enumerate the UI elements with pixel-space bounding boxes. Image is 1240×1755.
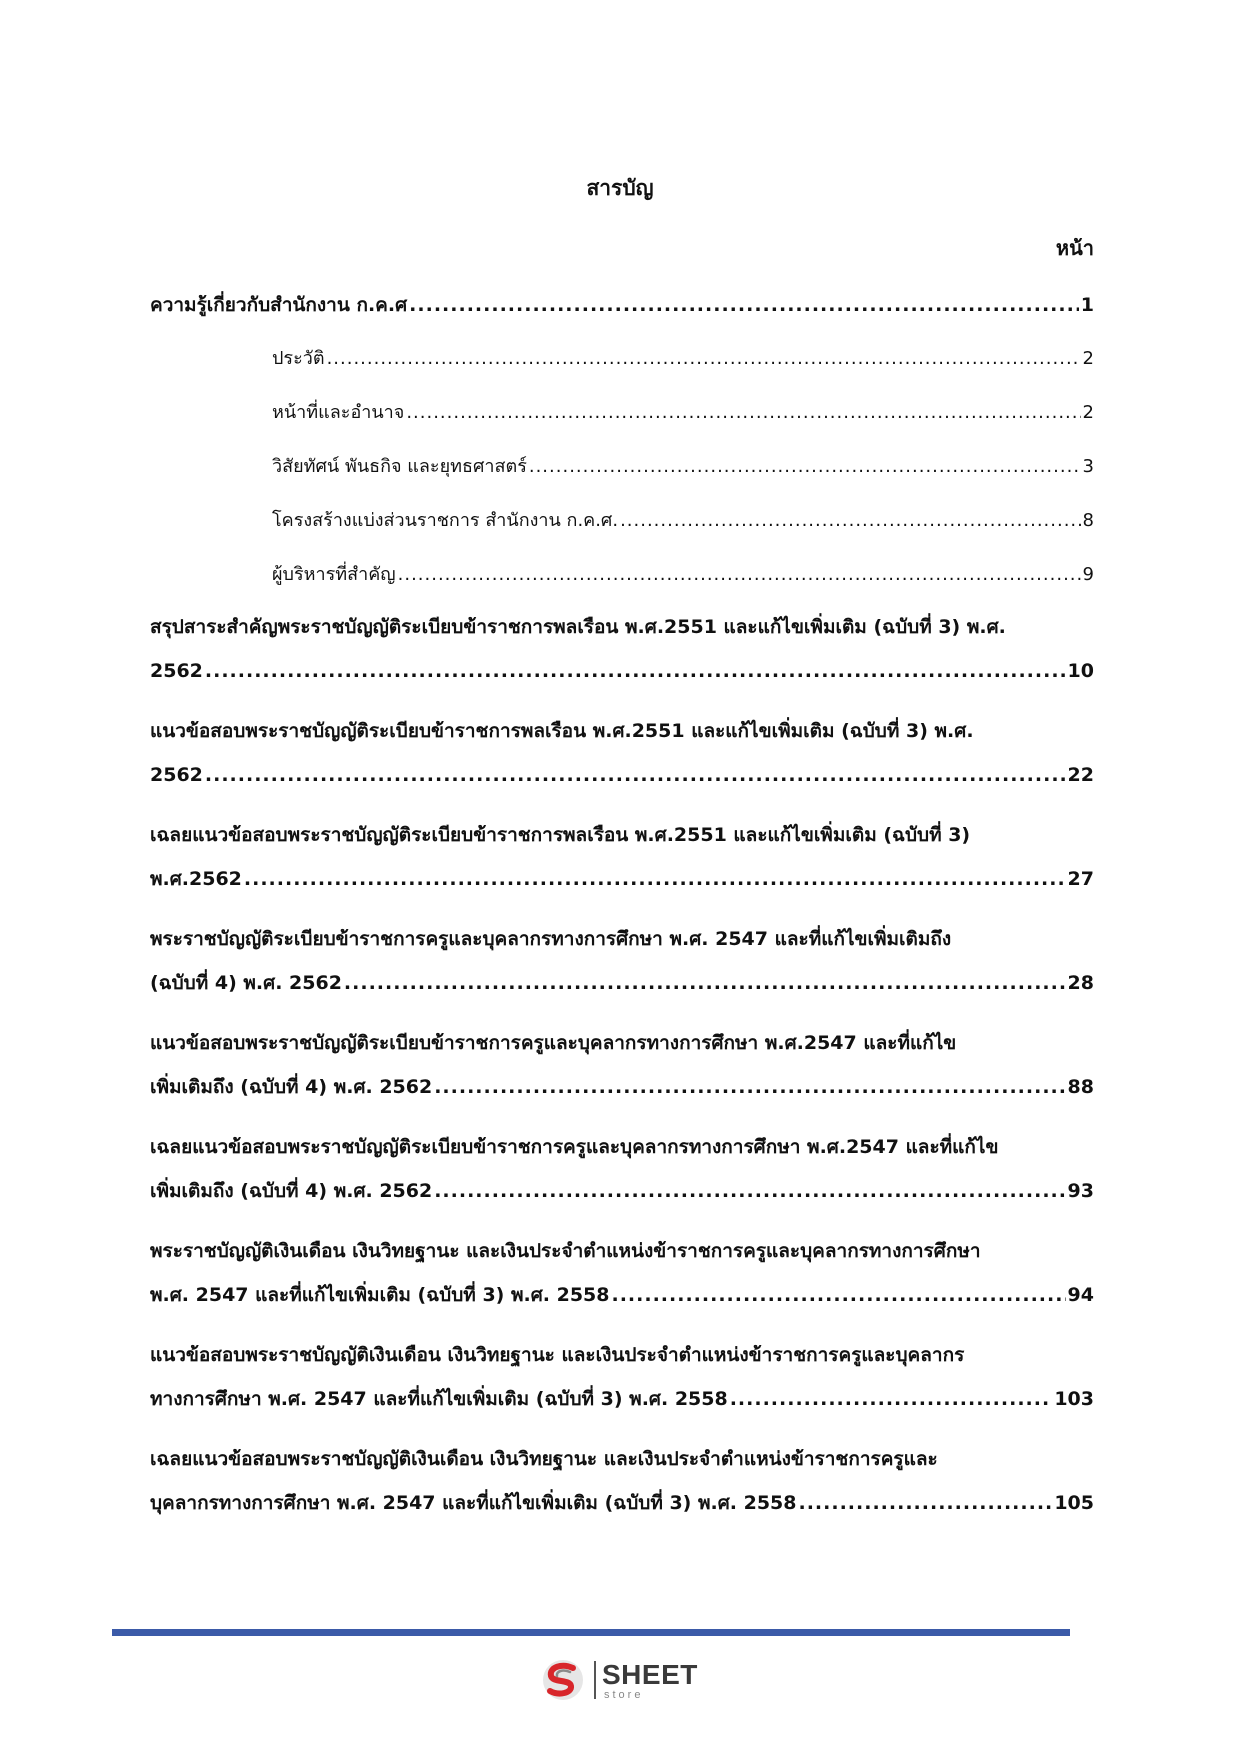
toc-entry-text: บุคลากรทางการศึกษา พ.ศ. 2547 และที่แก้ไขเพิ่มเติม (ฉบับที่ 3) พ.ศ. 2558	[150, 1492, 797, 1514]
toc-page-number: 8	[1082, 510, 1094, 531]
toc-entry-text: พ.ศ. 2547 และที่แก้ไขเพิ่มเติม (ฉบับที่ 3) พ.ศ. 2558	[150, 1284, 610, 1306]
toc-entry-text: พ.ศ.2562	[150, 868, 242, 890]
toc-entry[interactable]	[150, 1132, 1094, 1206]
toc-page-number: 9	[1082, 564, 1094, 585]
leader-dots	[344, 968, 1066, 998]
toc-entry[interactable]	[150, 506, 1094, 536]
leader-dots	[611, 1280, 1065, 1310]
toc-entry[interactable]	[150, 452, 1094, 482]
toc-entry-line1: พระราชบัญญัติระเบียบข้าราชการครูและบุคลากรทางการศึกษา พ.ศ. 2547 และที่แก้ไขเพิ่มเติมถึง	[150, 928, 952, 950]
leader-dots	[409, 290, 1079, 320]
toc-entry[interactable]	[150, 1236, 1094, 1310]
toc-entry-text: 2562	[150, 764, 203, 786]
leader-dots	[529, 452, 1081, 482]
toc-entry-text: ทางการศึกษา พ.ศ. 2547 และที่แก้ไขเพิ่มเติม (ฉบับที่ 3) พ.ศ. 2558	[150, 1388, 728, 1410]
toc-entry-text: ประวัติ	[272, 348, 325, 369]
sheet-store-logo	[540, 1655, 720, 1705]
logo-subtext: store	[604, 1689, 644, 1701]
leader-dots	[205, 656, 1066, 686]
footer-divider	[112, 1629, 1070, 1636]
toc-page-number: 94	[1067, 1284, 1094, 1306]
toc-entry-text: โครงสร้างแบ่งส่วนราชการ สำนักงาน ก.ค.ศ.	[272, 510, 619, 531]
toc-entry[interactable]	[150, 290, 1094, 320]
toc-entry-text: หน้าที่และอำนาจ	[272, 402, 405, 423]
leader-dots	[406, 398, 1080, 428]
toc-entry[interactable]	[150, 1028, 1094, 1102]
toc-entry[interactable]	[150, 612, 1094, 686]
toc-page-number: 27	[1067, 868, 1094, 890]
toc-entry[interactable]	[150, 1444, 1094, 1518]
toc-entry-text: ความรู้เกี่ยวกับสำนักงาน ก.ค.ศ	[150, 294, 408, 316]
toc-entry-text: วิสัยทัศน์ พันธกิจ และยุทธศาสตร์	[272, 456, 527, 477]
toc-page-number: 28	[1067, 972, 1094, 994]
leader-dots	[205, 760, 1066, 790]
toc-entry-line1: แนวข้อสอบพระราชบัญญัติระเบียบข้าราชการพลเรือน พ.ศ.2551 และแก้ไขเพิ่มเติม (ฉบับที่ 3) พ.ศ.	[150, 720, 974, 742]
toc-page-number: 2	[1082, 402, 1094, 423]
toc-page-number: 103	[1054, 1388, 1094, 1410]
page-column-label: หน้า	[1055, 236, 1094, 260]
toc-page-number: 93	[1067, 1180, 1094, 1202]
toc-entry[interactable]	[150, 924, 1094, 998]
toc-entry[interactable]	[150, 344, 1094, 374]
toc-entry[interactable]	[150, 1340, 1094, 1414]
toc-page-number: 10	[1067, 660, 1094, 682]
toc-entry[interactable]	[150, 560, 1094, 590]
leader-dots	[327, 344, 1081, 374]
leader-dots	[398, 560, 1081, 590]
page-title: สารบัญ	[586, 176, 654, 200]
toc-entry[interactable]	[150, 398, 1094, 428]
logo-wordmark: SHEET	[602, 1659, 698, 1690]
leader-dots	[434, 1176, 1065, 1206]
toc-entry-line1: แนวข้อสอบพระราชบัญญัติเงินเดือน เงินวิทยฐานะ และเงินประจำตำแหน่งข้าราชการครูและบุคลากร	[150, 1344, 965, 1366]
leader-dots	[730, 1384, 1053, 1414]
toc-page-number: 22	[1067, 764, 1094, 786]
toc-page-number: 3	[1082, 456, 1094, 477]
toc-entry-line1: สรุปสาระสำคัญพระราชบัญญัติระเบียบข้าราชการพลเรือน พ.ศ.2551 และแก้ไขเพิ่มเติม (ฉบับที่ 3) พ.ศ.	[150, 616, 1006, 638]
toc-page-number: 105	[1054, 1492, 1094, 1514]
toc-page-number: 2	[1082, 348, 1094, 369]
sheet-store-logo-icon	[540, 1657, 586, 1703]
toc-entry-text: เพิ่มเติมถึง (ฉบับที่ 4) พ.ศ. 2562	[150, 1076, 433, 1098]
logo-divider	[594, 1661, 596, 1699]
toc-entry-line1: เฉลยแนวข้อสอบพระราชบัญญัติระเบียบข้าราชการครูและบุคลากรทางการศึกษา พ.ศ.2547 และที่แก้ไข	[150, 1136, 999, 1158]
toc-entry-line1: เฉลยแนวข้อสอบพระราชบัญญัติระเบียบข้าราชการพลเรือน พ.ศ.2551 และแก้ไขเพิ่มเติม (ฉบับที่ 3)	[150, 824, 971, 846]
toc-page-number: 1	[1080, 294, 1094, 316]
toc-entry-text: ผู้บริหารที่สำคัญ	[272, 564, 396, 585]
leader-dots	[244, 864, 1066, 894]
toc-entry-text: (ฉบับที่ 4) พ.ศ. 2562	[150, 972, 342, 994]
toc-entry[interactable]	[150, 716, 1094, 790]
toc-entry-line1: เฉลยแนวข้อสอบพระราชบัญญัติเงินเดือน เงินวิทยฐานะ และเงินประจำตำแหน่งข้าราชการครูและ	[150, 1448, 938, 1470]
leader-dots	[799, 1488, 1053, 1518]
toc-entry-line1: แนวข้อสอบพระราชบัญญัติระเบียบข้าราชการครูและบุคลากรทางการศึกษา พ.ศ.2547 และที่แก้ไข	[150, 1032, 957, 1054]
toc-entry[interactable]	[150, 820, 1094, 894]
toc-entry-text: เพิ่มเติมถึง (ฉบับที่ 4) พ.ศ. 2562	[150, 1180, 433, 1202]
toc-page-number: 88	[1067, 1076, 1094, 1098]
toc-entry-line1: พระราชบัญญัติเงินเดือน เงินวิทยฐานะ และเงินประจำตำแหน่งข้าราชการครูและบุคลากรทางการศึกษา	[150, 1240, 981, 1262]
leader-dots	[434, 1072, 1065, 1102]
leader-dots	[620, 506, 1080, 536]
toc-entry-text: 2562	[150, 660, 203, 682]
